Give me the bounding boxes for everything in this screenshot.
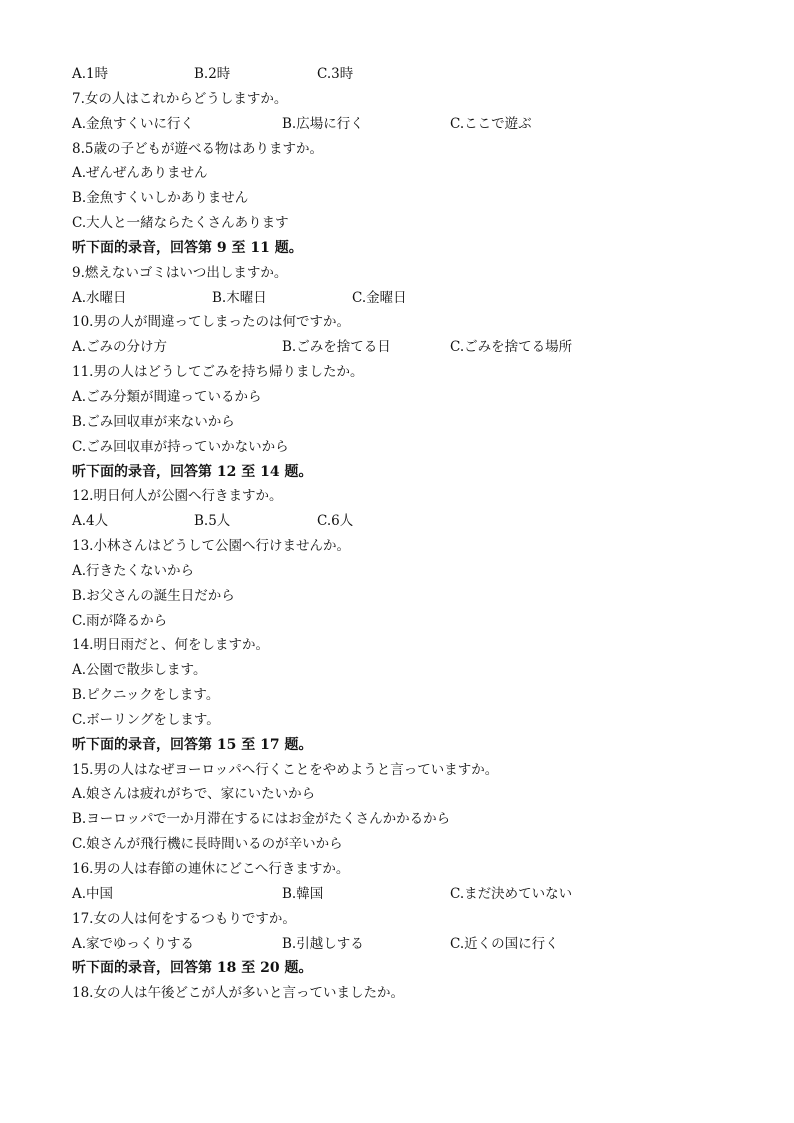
answer-option: B.ごみ回収車が来ないから <box>72 413 235 430</box>
question-text: 7.女の人はこれからどうしますか。 <box>72 90 288 107</box>
question-text: 15.男の人はなぜヨーロッパへ行くことをやめようと言っていますか。 <box>72 761 499 778</box>
answer-option: C.ごみを捨てる場所 <box>450 339 573 356</box>
answer-option: B.お父さんの誕生日だから <box>72 587 235 604</box>
answer-option: C.娘さんが飛行機に長時間いるのが辛いから <box>72 836 343 853</box>
answer-option: C.ボーリングをします。 <box>72 711 220 728</box>
section-heading: 听下面的录音，回答第 15 至 17 题。 <box>72 736 313 753</box>
answer-option: B.金魚すくいしかありません <box>72 190 249 207</box>
answer-option: A.水曜日 <box>72 289 127 306</box>
answer-option: A.金魚すくいに行く <box>72 115 195 132</box>
answer-option: C.大人と一緒ならたくさんあります <box>72 215 289 232</box>
answer-option: B.引越しする <box>282 935 364 952</box>
question-text: 17.女の人は何をするつもりですか。 <box>72 910 296 927</box>
question-text: 9.燃えないゴミはいつ出しますか。 <box>72 264 288 281</box>
answer-option: B.広場に行く <box>282 115 364 132</box>
answer-option: C.雨が降るから <box>72 612 168 629</box>
section-heading: 听下面的录音，回答第 9 至 11 题。 <box>72 239 303 256</box>
answer-option: A.行きたくないから <box>72 562 195 579</box>
answer-option: A.ぜんぜんありません <box>72 165 208 182</box>
answer-option: C.近くの国に行く <box>450 935 559 952</box>
answer-option: C.金曜日 <box>352 289 407 306</box>
option-row <box>72 335 752 360</box>
question-text: 14.明日雨だと、何をしますか。 <box>72 637 269 654</box>
question-text: 8.5歳の子どもが遊べる物はありますか。 <box>72 140 323 157</box>
option-row <box>72 286 752 311</box>
question-text: 10.男の人が間違ってしまったのは何ですか。 <box>72 314 350 331</box>
answer-option: C.ここで遊ぶ <box>450 115 532 132</box>
answer-option: C.3時 <box>317 66 354 82</box>
question-text: 11.男の人はどうしてごみを持ち帰りましたか。 <box>72 364 364 381</box>
option-row <box>72 882 752 907</box>
answer-option: B.ごみを捨てる日 <box>282 339 391 356</box>
answer-option: B.ヨーロッパで一か月滞在するにはお金がたくさんかかるから <box>72 811 451 828</box>
option-row <box>72 62 752 87</box>
answer-option: A.4人 <box>72 513 109 530</box>
question-text: 13.小林さんはどうして公園へ行けませんか。 <box>72 538 350 555</box>
section-heading: 听下面的录音，回答第 12 至 14 题。 <box>72 463 313 480</box>
answer-option: A.家でゆっくりする <box>72 935 194 952</box>
answer-option: B.2時 <box>194 66 231 82</box>
answer-option: B.韓国 <box>282 885 324 902</box>
answer-option: A.中国 <box>72 885 114 902</box>
answer-option: C.6人 <box>317 513 354 530</box>
answer-option: C.ごみ回収車が持っていかないから <box>72 438 289 455</box>
answer-option: A.1時 <box>72 66 109 82</box>
answer-option: B.ピクニックをします。 <box>72 687 220 704</box>
answer-option: B.5人 <box>194 513 231 530</box>
question-list <box>72 62 752 1006</box>
question-text: 12.明日何人が公園へ行きますか。 <box>72 488 283 505</box>
answer-option: A.ごみ分類が間違っているから <box>72 388 262 405</box>
question-text: 16.男の人は春節の連休にどこへ行きますか。 <box>72 861 350 877</box>
answer-option: A.公園で散歩します。 <box>72 662 207 679</box>
answer-option: A.ごみの分け方 <box>72 339 168 356</box>
answer-option: B.木曜日 <box>212 289 267 306</box>
answer-option: C.まだ決めていない <box>450 885 573 902</box>
option-row <box>72 112 752 137</box>
option-row <box>72 509 752 534</box>
question-text: 18.女の人は午後どこが人が多いと言っていましたか。 <box>72 985 404 1002</box>
section-heading: 听下面的录音，回答第 18 至 20 题。 <box>72 960 313 977</box>
answer-option: A.娘さんは疲れがちで、家にいたいから <box>72 786 316 803</box>
option-row <box>72 932 752 957</box>
